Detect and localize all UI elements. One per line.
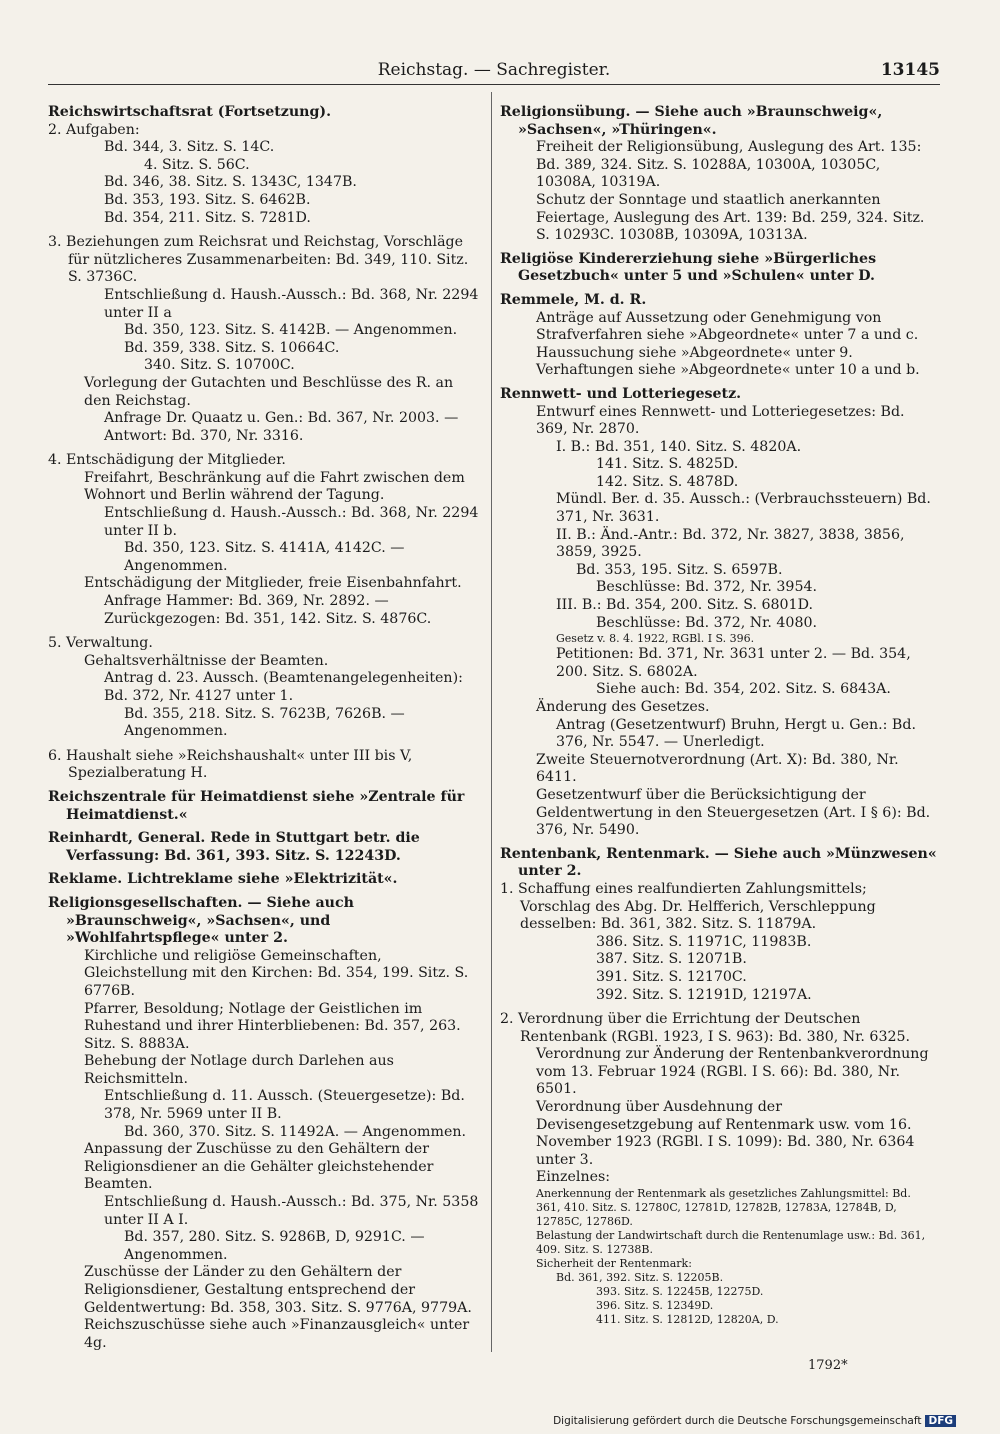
index-entry: Gesetzentwurf über die Berücksichtigung der Geldentwertung in den Steuergesetzen (Art. I § 6): Bd. 376, Nr. 5490. — [536, 786, 931, 839]
index-entry: 2. Aufgaben: — [48, 121, 140, 138]
page-number: 13145 — [880, 60, 940, 80]
index-entry: Zweite Steuernotverordnung (Art. X): Bd. 380, Nr. 6411. — [536, 751, 899, 786]
index-heading: Religionsübung. — Siehe auch »Braunschweig«, »Sachsen«, »Thüringen«. — [500, 104, 883, 138]
index-entry: III. B.: Bd. 354, 200. Sitz. S. 6801D. — [556, 597, 813, 614]
index-entry: Gesetz v. 8. 4. 1922, RGBl. I S. 396. — [556, 632, 755, 646]
index-entry: Verhaftungen siehe »Abgeordnete« unter 10 a und b. — [536, 362, 920, 379]
index-entry: 6. Haushalt siehe »Reichshaushalt« unter III bis V, Spezialberatung H. — [48, 747, 413, 782]
index-entry: I. B.: Bd. 351, 140. Sitz. S. 4820A. — [556, 438, 802, 455]
index-entry: Entschließung d. Haush.-Aussch.: Bd. 375, Nr. 5358 unter II A I. — [104, 1194, 479, 1228]
index-entry: Sicherheit der Rentenmark: — [536, 1257, 692, 1271]
index-entry: Vorlegung der Gutachten und Beschlüsse des R. an den Reichstag. — [84, 374, 454, 409]
index-entry: Entwurf eines Rennwett- und Lotteriegesetzes: Bd. 369, Nr. 2870. — [536, 403, 905, 438]
index-entry: Gehaltsverhältnisse der Beamten. — [84, 652, 329, 669]
index-entry: 1. Schaffung eines realfundierten Zahlungsmittels; Vorschlag des Abg. Dr. Helfferich, Verschleppung desselben: Bd. 361, 382. Sitz. S. 11879A. — [500, 880, 876, 933]
index-entry: Anfrage Hammer: Bd. 369, Nr. 2892. — Zurückgezogen: Bd. 351, 142. Sitz. S. 4876C. — [104, 593, 432, 627]
index-entry: 141. Sitz. S. 4825D. — [596, 456, 739, 473]
index-entry: Anträge auf Aussetzung oder Genehmigung von Strafverfahren siehe »Abgeordnete« unter 7 a und c. — [536, 309, 919, 344]
index-entry: Freiheit der Religionsübung, Auslegung des Art. 135: Bd. 389, 324. Sitz. S. 10288A, 10300A, 10305C, 10308A, 10319A. — [536, 139, 922, 191]
index-entry: 411. Sitz. S. 12812D, 12820A, D. — [596, 1313, 779, 1327]
index-entry: Antrag d. 23. Aussch. (Beamtenangelegenheiten): Bd. 372, Nr. 4127 unter 1. — [104, 670, 463, 704]
index-entry: Schutz der Sonntage und staatlich anerkannten Feiertage, Auslegung des Art. 139: Bd. 259, 324. Sitz. S. 10293C. 10308B, 10309A, 10313A. — [536, 191, 925, 244]
index-entry: Bd. 350, 123. Sitz. S. 4141A, 4142C. — Angenommen. — [124, 540, 405, 574]
index-entry: Bd. 357, 280. Sitz. S. 9286B, D, 9291C. — Angenommen. — [124, 1229, 425, 1263]
index-entry: Pfarrer, Besoldung; Notlage der Geistlichen im Ruhestand und ihrer Hinterbliebenen: Bd. 357, 263. Sitz. S. 8883A. — [84, 1000, 461, 1052]
column-divider — [491, 92, 492, 1352]
index-entry: Anpassung der Zuschüsse zu den Gehältern der Religionsdiener an die Gehälter gleichstehender Beamten. — [84, 1141, 434, 1193]
index-heading: Reinhardt, General. Rede in Stuttgart betr. die Verfassung: Bd. 361, 393. Sitz. S. 12243D. — [48, 830, 420, 864]
index-entry: 387. Sitz. S. 12071B. — [596, 951, 747, 968]
index-entry: Mündl. Ber. d. 35. Aussch.: (Verbrauchssteuern) Bd. 371, Nr. 3631. — [556, 491, 931, 526]
index-heading: Reichszentrale für Heimatdienst siehe »Zentrale für Heimatdienst.« — [48, 788, 465, 823]
index-entry: Kirchliche und religiöse Gemeinschaften, Gleichstellung mit den Kirchen: Bd. 354, 199. Sitz. S. 6776B. — [84, 947, 469, 999]
index-entry: Beschlüsse: Bd. 372, Nr. 4080. — [596, 614, 818, 631]
index-entry: 4. Entschädigung der Mitglieder. — [48, 452, 286, 469]
index-entry: 5. Verwaltung. — [48, 635, 153, 652]
index-entry: Beschlüsse: Bd. 372, Nr. 3954. — [596, 579, 818, 596]
footer-credit — [553, 1415, 956, 1427]
page-header — [48, 58, 940, 85]
index-entry: 396. Sitz. S. 12349D. — [596, 1299, 714, 1313]
index-entry: Freifahrt, Beschränkung auf die Fahrt zwischen dem Wohnort und Berlin während der Tagung. — [84, 469, 465, 504]
index-entry: Belastung der Landwirtschaft durch die Rentenumlage usw.: Bd. 361, 409. Sitz. S. 12738B. — [536, 1229, 926, 1257]
bottom-number: 1792* — [808, 1358, 848, 1373]
index-entry: Bd. 353, 195. Sitz. S. 6597B. — [576, 561, 783, 578]
index-entry: 391. Sitz. S. 12170C. — [596, 968, 747, 985]
index-heading: Religiöse Kindererziehung siehe »Bürgerliches Gesetzbuch« unter 5 und »Schulen« unter D. — [500, 250, 877, 285]
index-heading: Rennwett- und Lotteriegesetz. — [500, 385, 742, 402]
index-entry: Bd. 344, 3. Sitz. S. 14C. — [104, 139, 275, 156]
index-entry: Behebung der Notlage durch Darlehen aus Reichsmitteln. — [84, 1053, 394, 1087]
index-entry: Entschließung d. Haush.-Aussch.: Bd. 368, Nr. 2294 unter II a — [104, 286, 479, 321]
index-entry: Zuschüsse der Länder zu den Gehältern der Religionsdiener, Gestaltung entsprechend der Geldentwertung: Bd. 358, 303. Sitz. S. 9776A, 9779A. — [84, 1264, 472, 1316]
index-entry: II. B.: Änd.-Antr.: Bd. 372, Nr. 3827, 3838, 3856, 3859, 3925. — [556, 526, 905, 561]
index-entry: 4. Sitz. S. 56C. — [144, 156, 250, 173]
index-entry: Entschließung d. Haush.-Aussch.: Bd. 368, Nr. 2294 unter II b. — [104, 505, 479, 539]
index-heading: Reichswirtschaftsrat (Fortsetzung). — [48, 104, 332, 120]
index-entry: Bd. 361, 392. Sitz. S. 12205B. — [556, 1271, 724, 1285]
dfg-logo: DFG — [925, 1415, 956, 1427]
footer-text: Digitalisierung gefördert durch die Deutsche Forschungsgemeinschaft — [553, 1415, 922, 1427]
right-column — [500, 98, 938, 1327]
index-entry: Haussuchung siehe »Abgeordnete« unter 9. — [536, 344, 853, 361]
index-entry: Bd. 350, 123. Sitz. S. 4142B. — Angenommen. — [124, 322, 458, 339]
index-entry: Siehe auch: Bd. 354, 202. Sitz. S. 6843A. — [596, 681, 891, 698]
index-entry: Bd. 355, 218. Sitz. S. 7623B, 7626B. — Angenommen. — [124, 705, 405, 740]
index-entry: Entschließung d. 11. Aussch. (Steuergesetze): Bd. 378, Nr. 5969 unter II B. — [104, 1088, 465, 1123]
index-entry: Änderung des Gesetzes. — [536, 699, 710, 715]
index-entry: 2. Verordnung über die Errichtung der Deutschen Rentenbank (RGBl. 1923, I S. 963): Bd. 380, Nr. 6325. — [500, 1011, 911, 1045]
index-entry: Antrag (Gesetzentwurf) Bruhn, Hergt u. Gen.: Bd. 376, Nr. 5547. — Unerledigt. — [556, 716, 916, 751]
index-entry: 392. Sitz. S. 12191D, 12197A. — [596, 986, 812, 1003]
running-title: Reichstag. — Sachregister. — [377, 60, 611, 80]
index-heading: Reklame. Lichtreklame siehe »Elektrizität«. — [48, 871, 398, 888]
index-entry: 3. Beziehungen zum Reichsrat und Reichstag, Vorschläge für nützlicheres Zusammenarbeiten: Bd. 349, 110. Sitz. S. 3736C. — [48, 234, 469, 286]
index-heading: Remmele, M. d. R. — [500, 291, 647, 308]
index-entry: 386. Sitz. S. 11971C, 11983B. — [596, 933, 812, 950]
index-entry: Verordnung über Ausdehnung der Devisengesetzgebung auf Rentenmark usw. vom 16. November 1923 (RGBl. I S. 1099): Bd. 380, Nr. 6364 unter 3. — [536, 1099, 915, 1168]
index-heading: Religionsgesellschaften. — Siehe auch »Braunschweig«, »Sachsen«, und »Wohlfahrtspflege« unter 2. — [48, 894, 354, 947]
index-entry: 142. Sitz. S. 4878D. — [596, 473, 739, 490]
index-entry: Entschädigung der Mitglieder, freie Eisenbahnfahrt. — [84, 575, 462, 592]
index-entry: Bd. 353, 193. Sitz. S. 6462B. — [104, 191, 311, 208]
index-entry: Bd. 354, 211. Sitz. S. 7281D. — [104, 209, 311, 226]
left-column — [48, 98, 484, 1352]
index-entry: Bd. 360, 370. Sitz. S. 11492A. — Angenommen. — [124, 1123, 466, 1140]
index-entry: Reichszuschüsse siehe auch »Finanzausgleich« unter 4g. — [84, 1317, 470, 1351]
index-entry: 393. Sitz. S. 12245B, 12275D. — [596, 1285, 764, 1299]
index-entry: Anfrage Dr. Quaatz u. Gen.: Bd. 367, Nr. 2003. — Antwort: Bd. 370, Nr. 3316. — [104, 410, 459, 444]
index-entry: 340. Sitz. S. 10700C. — [144, 357, 295, 374]
index-heading: Rentenbank, Rentenmark. — Siehe auch »Münzwesen« unter 2. — [500, 845, 937, 880]
index-entry: Einzelnes: — [536, 1169, 611, 1186]
index-entry: Verordnung zur Änderung der Rentenbankverordnung vom 13. Februar 1924 (RGBl. I S. 66): Bd. 380, Nr. 6501. — [536, 1046, 929, 1098]
index-entry: Anerkennung der Rentenmark als gesetzliches Zahlungsmittel: Bd. 361, 410. Sitz. S. 12780C, 12781D, 12782B, 12783A, 12784B, D, 12785C, 12786D. — [536, 1187, 911, 1229]
index-entry: Petitionen: Bd. 371, Nr. 3631 unter 2. — Bd. 354, 200. Sitz. S. 6802A. — [556, 646, 911, 680]
index-entry: Bd. 346, 38. Sitz. S. 1343C, 1347B. — [104, 174, 357, 191]
index-entry: Bd. 359, 338. Sitz. S. 10664C. — [124, 339, 340, 356]
